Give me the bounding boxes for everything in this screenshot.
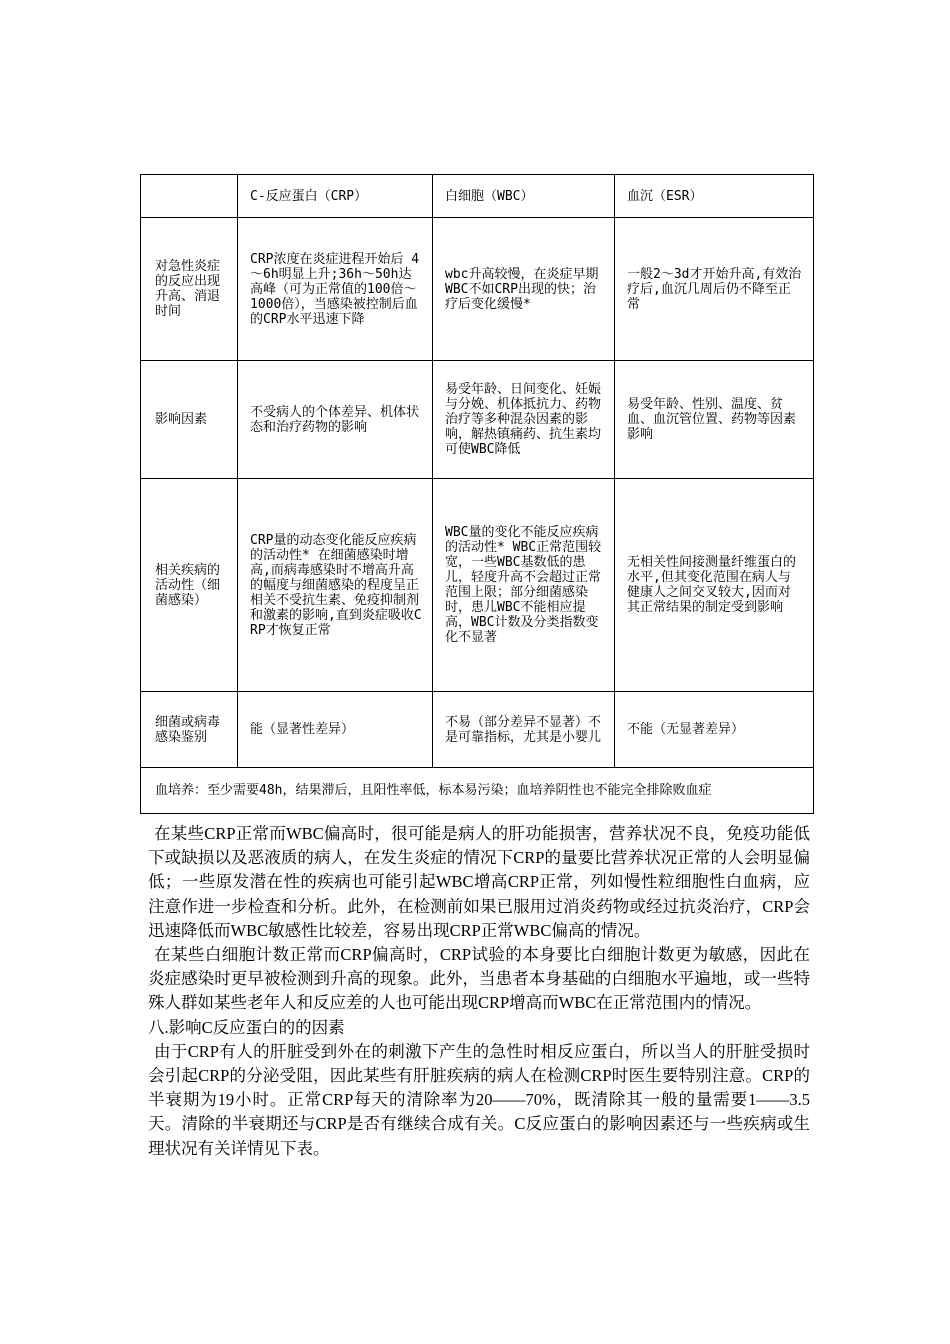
table-row xyxy=(141,692,814,768)
crp-cell: CRP浓度在炎症进程开始后 4～6h明显上升;36h～50h达高峰（可为正常值的100倍～1000倍），当感染被控制后血的CRP水平迅速下降 xyxy=(238,218,433,361)
crp-cell: CRP量的动态变化能反应疾病的活动性* 在细菌感染时增高,而病毒感染时不增高升高的幅度与细菌感染的程度呈正相关不受抗生素、免疫抑制剂和激素的影响,直到炎症吸收CRP才恢复正常 xyxy=(238,479,433,692)
wbc-cell: wbc升高较慢，在炎症早期WBC不如CRP出现的快；治疗后变化缓慢* xyxy=(433,218,615,361)
table-row xyxy=(141,218,814,361)
wbc-cell: 易受年龄、日间变化、妊娠与分娩、机体抵抗力、药物治疗等多种混杂因素的影响，解热镇痛药、抗生素均可使WBC降低 xyxy=(433,361,615,479)
table-footnote: 血培养：至少需要48h，结果滞后，且阳性率低，标本易污染；血培养阴性也不能完全排除败血症 xyxy=(141,768,814,814)
crp-cell: 能（显著性差异） xyxy=(238,692,433,768)
header-cell-esr: 血沉（ESR） xyxy=(615,175,814,218)
section-heading: 八.影响C反应蛋白的的因素 xyxy=(148,1017,345,1037)
comparison-table xyxy=(140,174,814,814)
paragraph: 由于CRP有人的肝脏受到外在的刺激下产生的急性时相反应蛋白，所以当人的肝脏受损时会引起CRP的分泌受阻，因此某些有肝脏疾病的病人在检测CRP时医生要特别注意。CRP的半衰期为19小时。正常CRP每天的清除率为20——70%，既清除其一般的量需要1——3.5天。清除的半衰期还与CRP是否有继续合成有关。C反应蛋白的影响因素还与一些疾病或生理状况有关详情见下表。 xyxy=(148,1041,810,1158)
body-text xyxy=(148,822,810,1161)
wbc-cell: WBC量的变化不能反应疾病的活动性* WBC正常范围较宽，一些WBC基数低的患儿，轻度升高不会超过正常范围上限；部分细菌感染时，患儿WBC不能相应提高，WBC计数及分类指数变化不显著 xyxy=(433,479,615,692)
crp-cell: 不受病人的个体差异、机体状态和治疗药物的影响 xyxy=(238,361,433,479)
esr-cell: 易受年龄、性别、温度、贫血、血沉管位置、药物等因素影响 xyxy=(615,361,814,479)
row-label: 细菌或病毒感染鉴别 xyxy=(141,692,238,768)
paragraph: 在某些CRP正常而WBC偏高时，很可能是病人的肝功能损害，营养状况不良，免疫功能低下或缺损以及恶液质的病人，在发生炎症的情况下CRP的量要比营养状况正常的人会明显偏低；一些原发潜在性的疾病也可能引起WBC增高CRP正常，列如慢性粒细胞性白血病，应注意作进一步检查和分析。此外，在检测前如果已服用过消炎药物或经过抗炎治疗，CRP会迅速降低而WBC敏感性比较差，容易出现CRP正常WBC偏高的情况。 xyxy=(148,824,810,940)
table-row xyxy=(141,361,814,479)
header-cell-crp: C-反应蛋白（CRP） xyxy=(238,175,433,218)
esr-cell: 无相关性间接测量纤维蛋白的水平,但其变化范围在病人与健康人之间交叉较大,因而对其正常结果的制定受到影响 xyxy=(615,479,814,692)
paragraph: 在某些白细胞计数正常而CRP偏高时，CRP试验的本身要比白细胞计数更为敏感，因此在炎症感染时更早被检测到升高的现象。此外，当患者本身基础的白细胞水平遍地，或一些特殊人群如某些老年人和反应差的人也可能出现CRP增高而WBC在正常范围内的情况。 xyxy=(148,945,810,1013)
row-label: 影响因素 xyxy=(141,361,238,479)
esr-cell: 一般2～3d才开始升高,有效治疗后,血沉几周后仍不降至正常 xyxy=(615,218,814,361)
wbc-cell: 不易（部分差异不显著）不是可靠指标，尤其是小婴儿 xyxy=(433,692,615,768)
row-label: 相关疾病的活动性（细菌感染） xyxy=(141,479,238,692)
table-row xyxy=(141,479,814,692)
header-cell-wbc: 白细胞（WBC） xyxy=(433,175,615,218)
table-header-row xyxy=(141,175,814,218)
header-cell-empty xyxy=(141,175,238,218)
row-label: 对急性炎症的反应出现升高、消退时间 xyxy=(141,218,238,361)
esr-cell: 不能（无显著差异） xyxy=(615,692,814,768)
table-footnote-row xyxy=(141,768,814,814)
